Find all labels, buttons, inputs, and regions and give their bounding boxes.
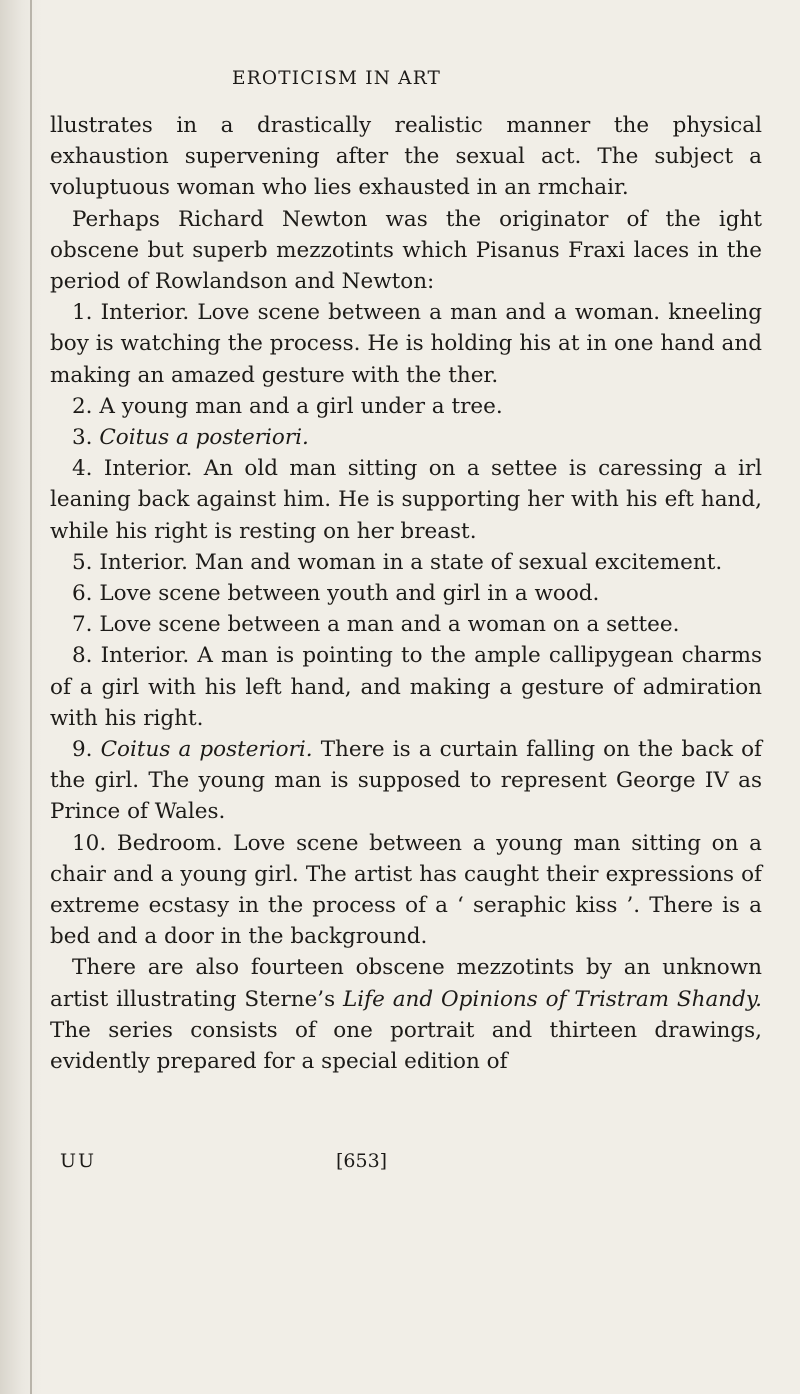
paragraph [50, 453, 762, 547]
text-run: 3. [72, 425, 100, 451]
binding-gutter-line [30, 0, 32, 1394]
paragraph [50, 391, 762, 422]
text-run: 10. Bedroom. Love scene between a young man sitting on a chair and a young girl. The artist has caught their expressions of extreme ecstasy in the process of a ‘ seraphic kiss ’. There is a bed and a door in the background. [50, 830, 762, 950]
text-run: Perhaps Richard Newton was the originator of the ight obscene but superb mezzotints which Pisanus Fraxi laces in the period of Rowlandson and Newton: [50, 206, 762, 295]
binding-gutter-shadow [0, 0, 42, 1394]
paragraph [50, 422, 762, 453]
text-run: 6. Love scene between youth and girl in a wood. [72, 581, 600, 607]
text-run: There is a curtain falling on the back of the girl. The young man is supposed to represent George IV as Prince of Wales. [50, 737, 763, 825]
italic-text: Coitus a posteriori. [100, 737, 313, 763]
running-header: EROTICISM IN ART [232, 68, 442, 89]
text-run: The series consists of one portrait and thirteen drawings, evidently prepared for a special edition of [50, 1017, 762, 1075]
page-number: [653] [336, 1150, 388, 1172]
paragraph [50, 204, 762, 298]
text-run: 4. Interior. An old man sitting on a settee is caressing a irl leaning back against him. He is supporting her with his eft hand, while his right is resting on her breast. [50, 456, 762, 544]
text-run: 8. Interior. A man is pointing to the ample callipygean charms of a girl with his left hand, and making a gesture of admiration with his right. [50, 643, 762, 731]
text-run: There are also fourteen obscene mezzotints by an unknown artist illustrating Sterne’s [50, 955, 762, 1012]
paragraph [50, 297, 762, 391]
signature-mark: UU [60, 1150, 97, 1172]
text-run: llustrates in a drastically realistic manner the physical exhaustion supervening after the sexual act. The subject a voluptuous woman who lies exhausted in an rmchair. [50, 113, 762, 201]
paragraph [50, 609, 762, 640]
paragraph [50, 952, 762, 1077]
italic-text: Life and Opinions of Tristram Shandy. [343, 986, 763, 1012]
paragraph [50, 110, 762, 204]
paragraph [50, 828, 762, 953]
text-run: 1. Interior. Love scene between a man and a woman. kneeling boy is watching the process. He is holding his at in one hand and making an amazed gesture with the ther. [50, 300, 762, 388]
text-run: 2. A young man and a girl under a tree. [72, 393, 503, 419]
italic-text: Coitus a posteriori. [99, 425, 309, 451]
paragraph [50, 734, 762, 828]
paragraph [50, 547, 762, 578]
paragraph [50, 578, 762, 609]
body-text [50, 110, 762, 1077]
text-run: 7. Love scene between a man and a woman on a settee. [72, 612, 680, 638]
paragraph [50, 640, 762, 734]
text-run: 5. Interior. Man and woman in a state of sexual excitement. [72, 549, 723, 575]
text-run: 9. [72, 737, 101, 763]
